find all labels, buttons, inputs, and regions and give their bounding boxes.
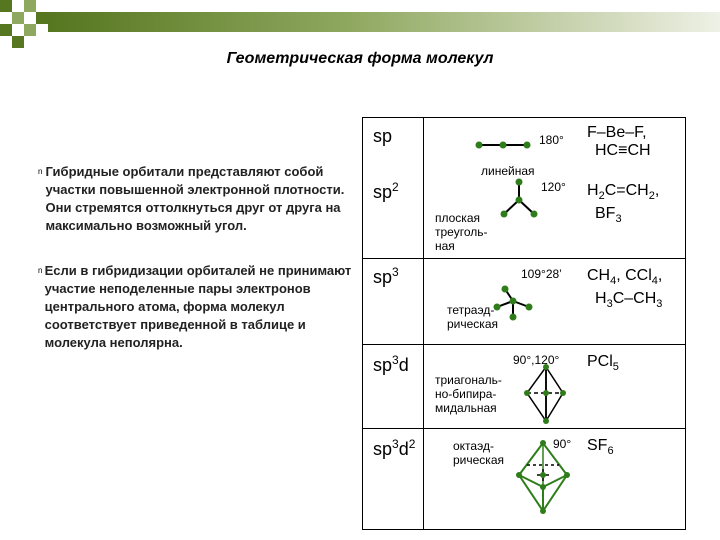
bond-angle: 180° [539,133,564,147]
hybridization-table [362,117,686,530]
bond-angle: 90° [553,437,572,451]
formula-line: $H_2C=CH_2$, [587,182,660,203]
trigonal-planar-molecule-icon [499,178,539,224]
table-row-sp2 [363,174,685,258]
decor-square [24,24,36,36]
bullet-square-icon: n [38,167,43,176]
bullet-list [38,163,358,379]
bond-angle: 120° [541,180,566,194]
decor-square [0,24,12,36]
geometry-name: плоская треуголь- ная [435,211,488,253]
geometry-name: тетраэд- рическая [447,303,498,331]
bullet-text: Если в гибридизации орбиталей не принимают участие неподеленные пары электронов центрального атома, форма молекул соответствует приведенной в таблице и молекула неполярна. [44,263,352,350]
decor-square [36,12,48,24]
hybridization-label: $sp^3$ [373,265,399,287]
hybridization-label: $sp^2$ [373,180,399,202]
trigonal-bipyramidal-molecule-icon [523,363,569,425]
formula-line: $CH_4$, CCl$_4$, [587,267,663,288]
hybridization-label: sp [373,126,393,146]
formula-line: $BF_3$ [595,205,622,226]
formula-line: PCl$_5$ [587,353,619,374]
hybridization-label: $sp^3d$ [373,353,409,375]
formula-line: F–Be–F, [587,124,647,141]
molecule-formulas [587,182,659,228]
geometry-name: триагональ- но-бипира- мидальная [435,373,502,415]
bullet-text: Гибридные орбитали представляют собой участки повышенной электронной плотности. Они стремятся оттолкнуться друг от друга на максимально возможный угол. [45,164,345,233]
geometry-name: линейная [481,164,535,178]
decor-square [12,36,24,48]
geometry-name: октаэд- рическая [453,439,504,467]
table-row-sp3 [363,258,685,345]
molecule-formulas [587,124,651,160]
slide-title: Геометрическая форма молекул [226,50,494,67]
table-row-sp3d [363,344,685,429]
formula-line: $H_3C-CH_3$ [595,290,663,311]
decor-square [24,0,36,12]
bullet-item [38,163,358,235]
table-row-sp3d2 [363,428,685,530]
bond-angle: 109°28’ [521,267,562,281]
header-gradient-bar [48,12,720,32]
formula-line: HC≡CH [595,142,651,159]
bullet-item [38,262,358,352]
decor-square [0,0,12,12]
molecule-formulas [587,267,662,313]
tetrahedral-molecule-icon [495,285,535,321]
decor-square [12,12,24,24]
formula-line: $SF_6$ [587,437,614,458]
hybridization-label: $sp^3d^2$ [373,437,416,459]
bullet-square-icon: n [38,266,43,275]
molecule-formulas [587,437,614,460]
table-row-sp [363,118,685,178]
molecule-formulas [587,353,619,376]
bond-angle: 90°,120° [513,353,560,367]
linear-molecule-icon [475,140,535,150]
